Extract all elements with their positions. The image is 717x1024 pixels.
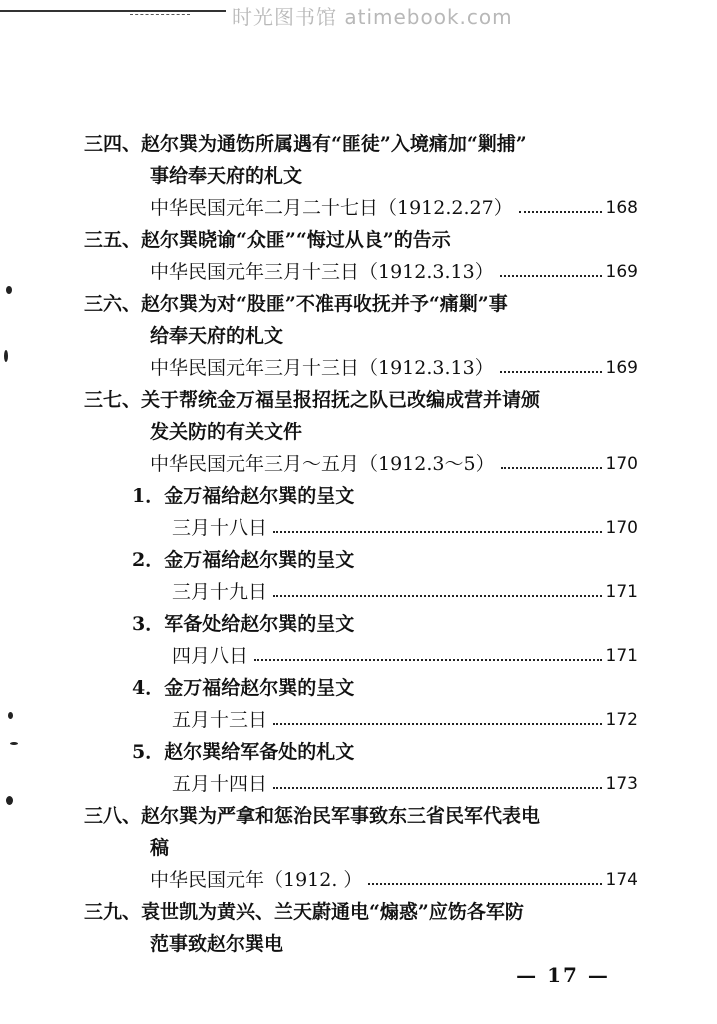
subentry-3-page: 171 [605, 646, 638, 666]
subentry-5-title: 5．赵尔巽给军备处的札文 [132, 741, 355, 763]
scan-speck [6, 796, 13, 805]
page-number: — 17 — [516, 963, 610, 987]
entry-36-page: 169 [605, 358, 638, 378]
dot-leader [500, 371, 602, 373]
entry-35-page: 169 [605, 262, 638, 282]
entry-38-date: 中华民国元年（1912. ） [150, 869, 363, 891]
subentry-5-page: 173 [605, 774, 638, 794]
subentry-1-date-row [172, 514, 638, 542]
entry-36-date-row [150, 354, 638, 382]
scan-speck [4, 350, 8, 362]
entry-39-title: 三九、袁世凯为黄兴、兰天蔚通电“煽惑”应饬各军防 [84, 901, 524, 923]
subentry-4-page: 172 [605, 710, 638, 730]
entry-39-title-cont: 范事致赵尔巽电 [150, 933, 284, 955]
entry-36-date: 中华民国元年三月十三日（1912.3.13） [150, 357, 494, 379]
subentry-1-title: 1．金万福给赵尔巽的呈文 [132, 485, 355, 507]
entry-36-title: 三六、赵尔巽为对“股匪”不准再收抚并予“痛剿”事 [84, 293, 508, 315]
dot-leader [273, 787, 602, 789]
dot-leader [368, 883, 601, 885]
scan-speck [6, 286, 12, 294]
subentry-2-date-row [172, 578, 638, 606]
subentry-3-date: 四月八日 [172, 645, 249, 667]
dot-leader [500, 275, 602, 277]
watermark: 时光图书馆 atimebook.com [232, 5, 513, 29]
subentry-5-date: 五月十四日 [172, 773, 268, 795]
subentry-4-title: 4．金万福给赵尔巽的呈文 [132, 677, 355, 699]
dot-leader [254, 659, 602, 661]
subentry-1-date: 三月十八日 [172, 517, 268, 539]
subentry-1-page: 170 [605, 518, 638, 538]
entry-35-title: 三五、赵尔巽晓谕“众匪”“悔过从良”的告示 [84, 229, 451, 251]
entry-37-date: 中华民国元年三月～五月（1912.3～5） [150, 453, 495, 475]
entry-34-title-cont: 事给奉天府的札文 [150, 165, 303, 187]
dot-leader [273, 595, 602, 597]
entry-34-date: 中华民国元年二月二十七日（1912.2.27） [150, 197, 513, 219]
subentry-4-date: 五月十三日 [172, 709, 268, 731]
entry-35-date: 中华民国元年三月十三日（1912.3.13） [150, 261, 494, 283]
subentry-4-date-row [172, 706, 638, 734]
entry-38-title: 三八、赵尔巽为严拿和惩治民军事致东三省民军代表电 [84, 805, 541, 827]
subentry-3-title: 3．军备处给赵尔巽的呈文 [132, 613, 355, 635]
subentry-3-date-row [172, 642, 638, 670]
entry-36-title-cont: 给奉天府的札文 [150, 325, 284, 347]
subentry-2-date: 三月十九日 [172, 581, 268, 603]
dot-leader [519, 211, 602, 213]
entry-34-date-row [150, 194, 638, 222]
scan-speck [10, 742, 18, 745]
entry-34-title: 三四、赵尔巽为通饬所属遇有“匪徒”入境痛加“剿捕” [84, 133, 527, 155]
entry-37-title: 三七、关于帮统金万福呈报招抚之队已改编成营并请颁 [84, 389, 541, 411]
entry-38-title-cont: 稿 [150, 837, 170, 859]
scan-speck [8, 712, 13, 719]
entry-38-date-row [150, 866, 638, 894]
dot-leader [273, 531, 602, 533]
entry-37-page: 170 [605, 454, 638, 474]
entry-35-date-row [150, 258, 638, 286]
dot-leader [273, 723, 602, 725]
subentry-2-page: 171 [605, 582, 638, 602]
entry-37-title-cont: 发关防的有关文件 [150, 421, 303, 443]
entry-37-date-row [150, 450, 638, 478]
entry-34-page: 168 [605, 198, 638, 218]
entry-38-page: 174 [605, 870, 638, 890]
subentry-2-title: 2．金万福给赵尔巽的呈文 [132, 549, 355, 571]
subentry-5-date-row [172, 770, 638, 798]
dot-leader [501, 467, 602, 469]
